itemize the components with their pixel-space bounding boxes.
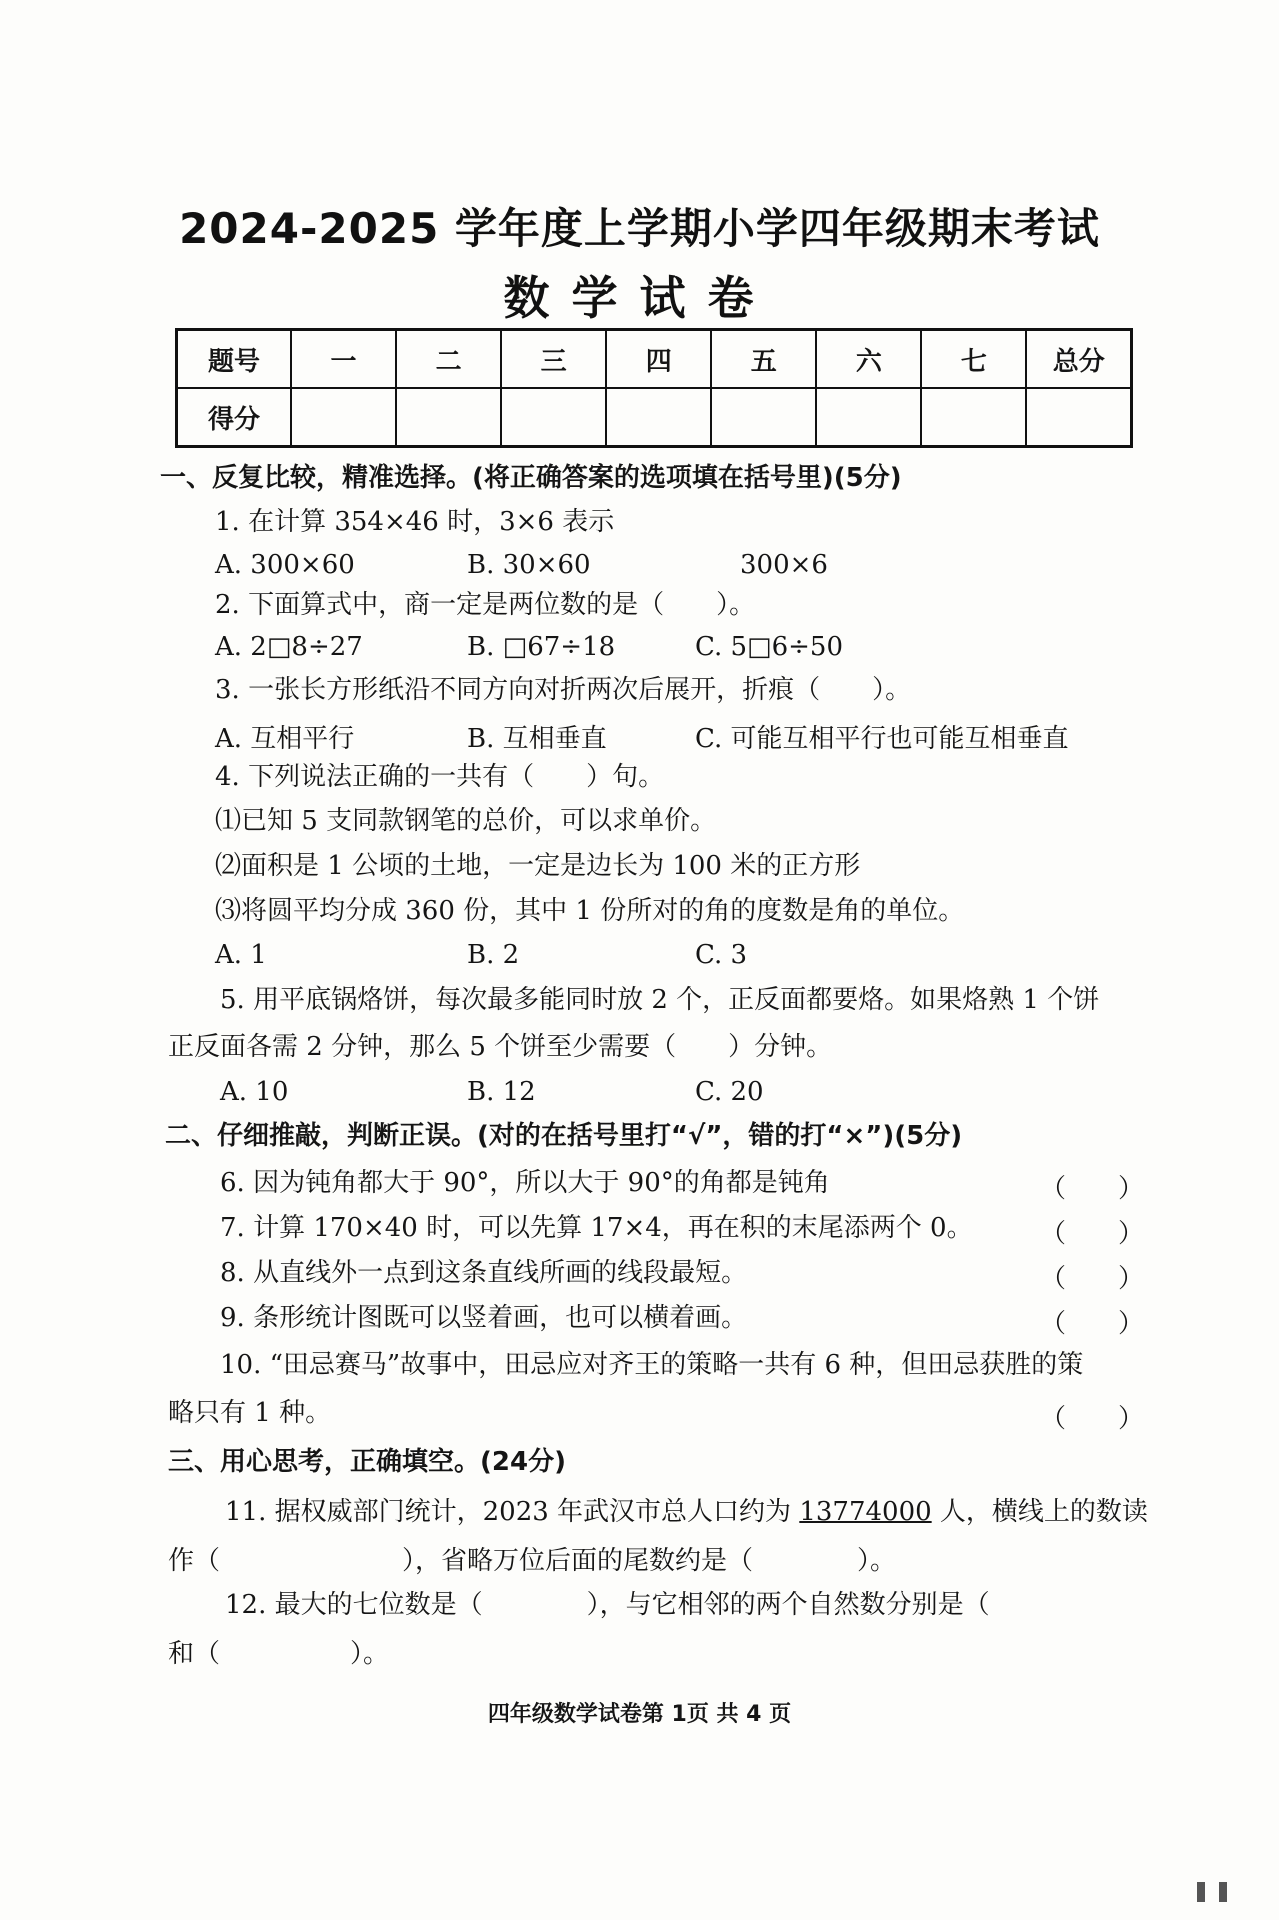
statement-text: ⑴已知 5 支同款钢笔的总价，可以求单价。 bbox=[215, 806, 717, 836]
score-cell: 一 bbox=[291, 330, 396, 389]
score-table-score-row bbox=[177, 388, 1132, 447]
question-text-part: 人，横线上的数读 bbox=[931, 1497, 1148, 1527]
section-heading: 二、仔细推敲，判断正误。(对的在括号里打“√”，错的打“×”)(5分) bbox=[165, 1121, 963, 1151]
scroll-bar-mark bbox=[1197, 1882, 1205, 1902]
score-input-cell[interactable] bbox=[1026, 388, 1131, 447]
score-input-cell[interactable] bbox=[816, 388, 921, 447]
answer-bracket[interactable]: （ ） bbox=[1040, 1404, 1145, 1434]
score-cell: 三 bbox=[501, 330, 606, 389]
section-heading: 三、用心思考，正确填空。(24分) bbox=[168, 1447, 566, 1477]
option-c: 300×6 bbox=[740, 550, 828, 580]
page-footer: 四年级数学试卷第 1页 共 4 页 bbox=[487, 1702, 792, 1727]
scroll-indicator bbox=[1197, 1882, 1261, 1904]
score-cell: 四 bbox=[606, 330, 711, 389]
score-input-cell[interactable] bbox=[501, 388, 606, 447]
option-a: A. 2□8÷27 bbox=[215, 632, 363, 662]
question-text: 1. 在计算 354×46 时，3×6 表示 bbox=[215, 507, 615, 537]
statement-text: ⑵面积是 1 公顷的土地，一定是边长为 100 米的正方形 bbox=[215, 851, 861, 881]
question-text: 5. 用平底锅烙饼，每次最多能同时放 2 个，正反面都要烙。如果烙熟 1 个饼 bbox=[220, 985, 1100, 1015]
answer-bracket[interactable]: （ ） bbox=[1040, 1264, 1145, 1294]
question-text: 正反面各需 2 分钟，那么 5 个饼至少需要（ ）分钟。 bbox=[168, 1032, 833, 1062]
statement-text: ⑶将圆平均分成 360 份，其中 1 份所对的角的度数是角的单位。 bbox=[215, 896, 965, 926]
question-text: 6. 因为钝角都大于 90°，所以大于 90°的角都是钝角 bbox=[220, 1168, 830, 1198]
question-text: 3. 一张长方形纸沿不同方向对折两次后展开，折痕（ ）。 bbox=[215, 675, 912, 705]
question-text-part: 11. 据权威部门统计，2023 年武汉市总人口约为 bbox=[225, 1497, 800, 1527]
answer-bracket[interactable]: （ ） bbox=[1040, 1309, 1145, 1339]
score-cell: 总分 bbox=[1026, 330, 1131, 389]
underlined-number: 13774000 bbox=[799, 1497, 932, 1527]
question-text: 10. “田忌赛马”故事中，田忌应对齐王的策略一共有 6 种，但田忌获胜的策 bbox=[220, 1350, 1084, 1380]
exam-subtitle: 数学试卷 bbox=[503, 271, 776, 325]
score-cell: 六 bbox=[816, 330, 921, 389]
score-input-cell[interactable] bbox=[711, 388, 816, 447]
option-b: B. 2 bbox=[467, 940, 520, 970]
option-a: A. 1 bbox=[215, 940, 267, 970]
score-table bbox=[175, 328, 1133, 448]
question-text: 7. 计算 170×40 时，可以先算 17×4，再在积的末尾添两个 0。 bbox=[220, 1213, 973, 1243]
score-input-cell[interactable] bbox=[291, 388, 396, 447]
option-b: B. 30×60 bbox=[467, 550, 591, 580]
score-cell: 二 bbox=[396, 330, 501, 389]
score-input-cell[interactable] bbox=[921, 388, 1026, 447]
question-text: 和（ ）。 bbox=[168, 1639, 390, 1669]
score-cell: 得分 bbox=[177, 388, 292, 447]
question-text bbox=[225, 1497, 1148, 1527]
question-text: 2. 下面算式中，商一定是两位数的是（ ）。 bbox=[215, 590, 756, 620]
option-b: B. □67÷18 bbox=[467, 632, 616, 662]
option-a: A. 300×60 bbox=[215, 550, 355, 580]
answer-bracket[interactable]: （ ） bbox=[1040, 1219, 1145, 1249]
option-a: A. 10 bbox=[220, 1077, 289, 1107]
option-c: C. 20 bbox=[695, 1077, 764, 1107]
score-input-cell[interactable] bbox=[606, 388, 711, 447]
score-input-cell[interactable] bbox=[396, 388, 501, 447]
scroll-bar-mark bbox=[1219, 1882, 1227, 1902]
score-cell: 七 bbox=[921, 330, 1026, 389]
score-cell: 题号 bbox=[177, 330, 292, 389]
option-c: C. 可能互相平行也可能互相垂直 bbox=[695, 724, 1069, 754]
option-c: C. 3 bbox=[695, 940, 748, 970]
option-b: B. 互相垂直 bbox=[467, 724, 607, 754]
section-heading: 一、反复比较，精准选择。(将正确答案的选项填在括号里)(5分) bbox=[160, 463, 902, 493]
question-text: 略只有 1 种。 bbox=[168, 1398, 332, 1428]
score-table-header-row bbox=[177, 330, 1132, 389]
score-cell: 五 bbox=[711, 330, 816, 389]
option-b: B. 12 bbox=[467, 1077, 536, 1107]
answer-bracket[interactable]: （ ） bbox=[1040, 1174, 1145, 1204]
question-text: 4. 下列说法正确的一共有（ ）句。 bbox=[215, 762, 665, 792]
question-text: 12. 最大的七位数是（ ），与它相邻的两个自然数分别是（ bbox=[225, 1590, 990, 1620]
exam-title: 2024-2025 学年度上学期小学四年级期末考试 bbox=[179, 204, 1100, 253]
option-c: C. 5□6÷50 bbox=[695, 632, 844, 662]
option-a: A. 互相平行 bbox=[215, 724, 355, 754]
question-text: 9. 条形统计图既可以竖着画，也可以横着画。 bbox=[220, 1303, 748, 1333]
question-text: 作（ ），省略万位后面的尾数约是（ ）。 bbox=[168, 1546, 897, 1576]
question-text: 8. 从直线外一点到这条直线所画的线段最短。 bbox=[220, 1258, 748, 1288]
